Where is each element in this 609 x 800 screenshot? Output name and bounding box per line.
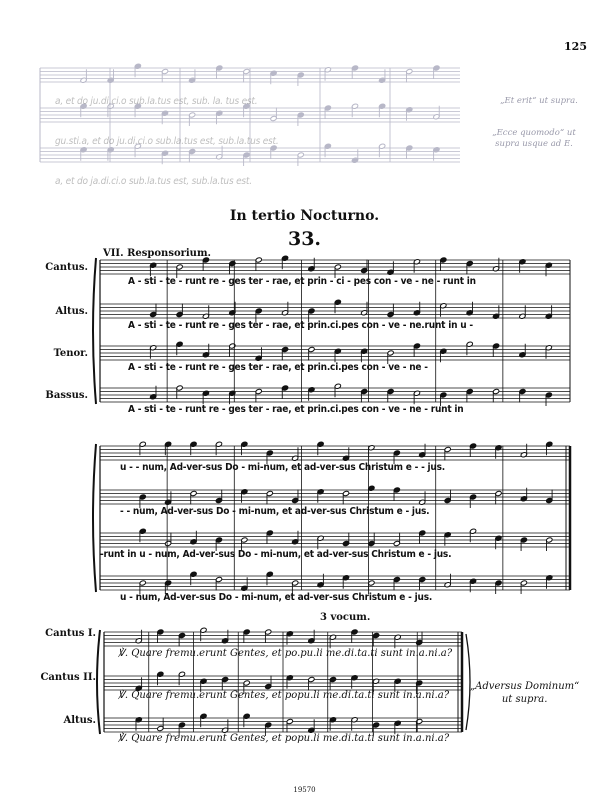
voice-label-cantus-1: Cantus I. <box>45 628 96 639</box>
faded-note-2: „Ecce quomodo“ ut supra usque ad E. <box>492 128 576 149</box>
voice-label-cantus-2: Cantus II. <box>40 672 96 683</box>
plate-number: 19570 <box>293 786 316 794</box>
lyric-s3-altus: ℣. Quare fremu.erunt Gentes, et popu.li me.di.ta.ti sunt in.a.ni.a? <box>118 733 450 744</box>
system-3-bracket <box>97 630 100 734</box>
lyric-s2-cantus: u - - num, Ad-ver-sus Do - mi-num, et ad-ver-sus Christum e - - jus. <box>120 462 445 473</box>
adversus-note <box>470 680 579 706</box>
faded-lyric-2: gu.sti.a, et do ju.di.ci.o sub.la.tus est, sub.la.tus est. <box>55 136 279 147</box>
voice-label-bassus: Bassus. <box>45 390 88 401</box>
three-voices-label: 3 vocum. <box>320 612 371 623</box>
adversus-note-line1: „Adversus Dominum“ <box>470 681 580 692</box>
faded-lyric-3: a, et do ja.di.ci.o sub.la.tus est, sub.la.tus est. <box>55 176 252 187</box>
responsorium-label: VII. Responsorium. <box>103 248 212 259</box>
faded-note-1: „Et erit“ ut supra. <box>500 96 578 106</box>
lyric-s1-cantus: A - sti - te - runt re - ges ter - rae, et prin - ci - pes con - ve - ne - runt in <box>128 276 476 287</box>
voice-label-altus: Altus. <box>55 306 88 317</box>
lyric-s1-altus: A - sti - te - runt re - ges ter - rae, et prin.ci.pes con - ve - ne.runt in u - <box>128 320 473 331</box>
lyric-s3-cantus-2: ℣. Quare fremu.erunt Gentes, et popu.li me.di.ta.ti sunt in.a.ni.a? <box>118 690 450 701</box>
system-1-bracket <box>93 258 96 404</box>
lyric-s3-cantus-1: ℣. Quare fremu.erunt Gentes, et po.pu.li me.di.ta.ti sunt in.a.ni.a? <box>118 648 453 659</box>
adversus-note-line2: ut supra. <box>501 694 548 705</box>
lyric-s1-tenor: A - sti - te - runt re - ges ter - rae, et prin.ci.pes con - ve - ne - <box>128 362 428 373</box>
piece-number: 33. <box>287 228 322 250</box>
lyric-s2-altus: - - num, Ad-ver-sus Do - mi-num, et ad-ver-sus Christum e - jus. <box>120 506 430 517</box>
voice-label-cantus: Cantus. <box>45 262 88 273</box>
voice-label-altus-3: Altus. <box>63 715 96 726</box>
section-title: In tertio Nocturno. <box>229 208 380 224</box>
lyric-s1-bassus: A - sti - te - runt re - ges ter - rae, et prin.ci.pes con - ve - ne - runt in <box>128 404 464 415</box>
lyric-s2-tenor: -runt in u - num, Ad-ver-sus Do - mi-num, et ad-ver-sus Christum e - jus. <box>100 549 452 560</box>
lyric-s2-bassus: u - num, Ad-ver-sus Do - mi-num, et ad-ver-sus Christum e - jus. <box>120 592 433 603</box>
voice-label-tenor: Tenor. <box>53 348 88 359</box>
faded-lyric-1: a, et do ju.di.ci.o sub.la.tus est, sub. la. tus est. <box>55 96 258 107</box>
system-2-bracket <box>93 444 96 592</box>
page-number: 125 <box>564 40 587 53</box>
